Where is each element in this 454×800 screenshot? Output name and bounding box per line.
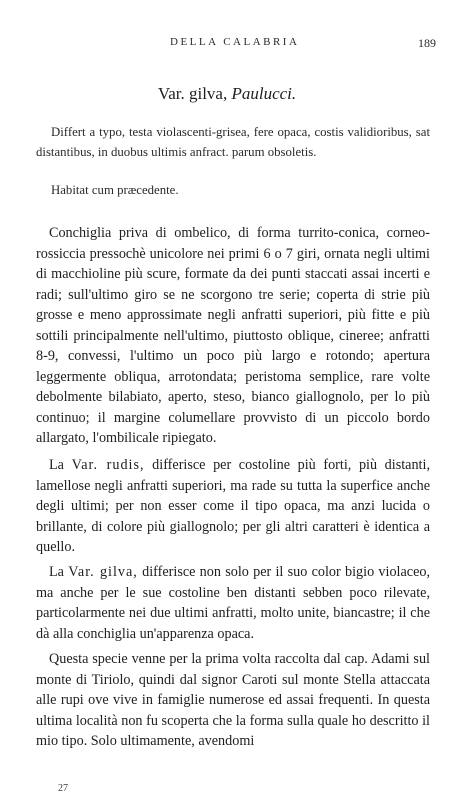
variety-name: Var. gilva, — [157, 84, 228, 103]
distribution-paragraph: Questa specie venne per la prima volta raccolta dal cap. Adami sul monte di Tiriolo, quindi dal signor Caroti sul monte Stella attaccata alle rupi ove vive in famiglie numerose ed assai frequenti. In questa ultima località non fu scoperta che la forma sulla quale ho descritto il mio tipo. Solo ultimamente, avendomi — [36, 651, 430, 749]
variety-heading — [0, 84, 454, 104]
var-rudis-paragraph — [36, 455, 430, 558]
page-number: 189 — [418, 36, 436, 50]
signature-mark: 27 — [58, 783, 68, 794]
var-rudis-text: differisce per costoline più forti, più distanti, lamellose negli anfratti superiori, ma rade su tutta la superfice anche degli ultimi; per non esser come il tipo opaca, ma anzi lucida o brillante, di colore più giallognolo; per gli altri caratteri è identica a quello. — [36, 457, 430, 555]
paragraph-prefix: La — [49, 457, 64, 473]
running-head — [0, 36, 454, 52]
description-paragraph: Conchiglia priva di ombelico, di forma turrito-conica, corneo-rossiccia pressochè unicolore nei primi 6 o 7 giri, ornata negli ultimi di macchioline più scure, formate da dei punti staccati assai incerti e radi; sull'ultimo giro se ne scorgono tre serie; coperta di strie più grosse e meno approssimate negli anfratti superiori, più fitte e più sottili principalmente nell'ultimo, piuttosto oblique, cineree; anfratti 8-9, convessi, l'ultimo un poco più largo e rotondo; apertura leggermente obliqua, arrotondata; peristoma semplice, rare volte debolmente bilabiato, aperto, steso, bianco giallognolo, per lo più continuo; il margine columellare provvisto di un piccolo bordo allargato, l'ombilicale ripiegato. — [36, 225, 430, 446]
habitat-line: Habitat cum præcedente. — [51, 183, 179, 197]
var-rudis-name: Var. rudis, — [71, 457, 145, 473]
var-gilva-name: Var. gilva, — [68, 564, 138, 580]
variety-author: Paulucci. — [231, 84, 297, 103]
var-gilva-paragraph — [36, 562, 430, 644]
running-title: DELLA CALABRIA — [170, 36, 300, 48]
latin-diagnosis: Differt a typo, testa violascenti-grisea, fere opaca, costis validioribus, sat distantibus, in duobus ultimis anfract. parum obsoletis. — [36, 125, 430, 159]
var-gilva-text: differisce non solo per il suo color bigio violaceo, ma anche per le sue costoline ben distanti sebben poco rilevate, particolarmente nei due ultimi anfratti, molto unite, biancastre; il che dà alla conchiglia un'apparenza opaca. — [36, 564, 431, 642]
paragraph-prefix: La — [49, 564, 64, 580]
